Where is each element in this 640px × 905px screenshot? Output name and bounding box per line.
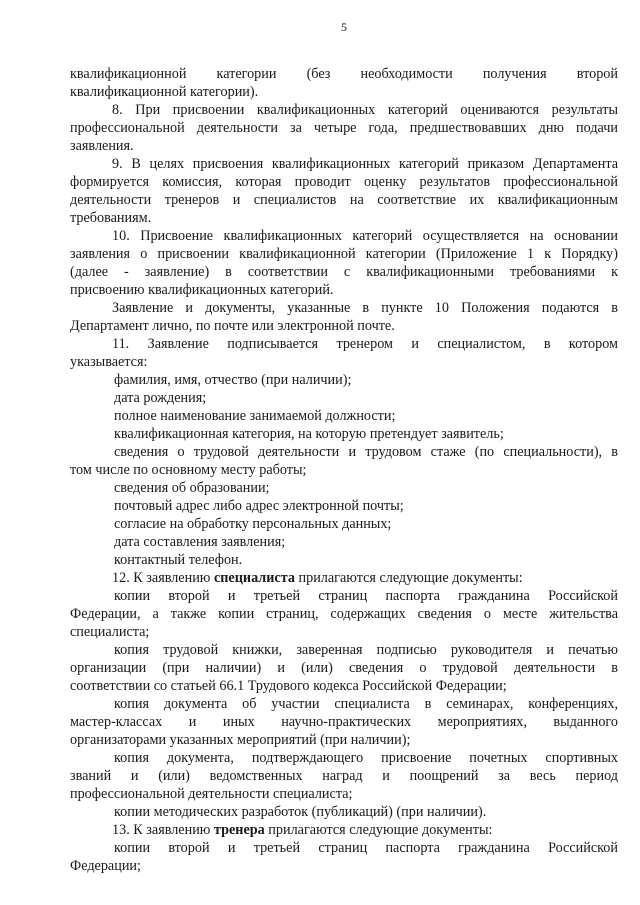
text-line: указывается: bbox=[70, 354, 148, 370]
text-line: копии второй и третьей страниц паспорта гражданина Российской bbox=[114, 840, 618, 856]
text-line: сведения об образовании; bbox=[114, 480, 270, 496]
text-line: 13. К заявлению тренера прилагаются следующие документы: bbox=[112, 822, 493, 838]
text-line: дата составления заявления; bbox=[114, 534, 286, 550]
text-line: Федерации, а также копии страниц, содержащих сведения о месте жительства bbox=[70, 606, 618, 622]
text-line: согласие на обработку персональных данных; bbox=[114, 516, 392, 532]
text-line: заявления. bbox=[70, 138, 134, 154]
text-line: контактный телефон. bbox=[114, 552, 243, 568]
text-line: сведения о трудовой деятельности и трудовом стаже (по специальности), в bbox=[114, 444, 618, 460]
text-line: (далее - заявление) в соответствии с квалификационными требованиями к bbox=[70, 264, 618, 280]
text-line: званий и (или) ведомственных наград и поощрений за весь период bbox=[70, 768, 618, 784]
text-line: заявления о присвоении квалификационной категории (Приложение 1 к Порядку) bbox=[70, 246, 618, 262]
text-line: организации (при наличии) и (или) сведения о трудовой деятельности в bbox=[70, 660, 618, 676]
text-line: дата рождения; bbox=[114, 390, 207, 406]
text-line: 11. Заявление подписывается тренером и специалистом, в котором bbox=[112, 336, 618, 352]
text-line: деятельности тренеров и специалистов на соответствие их квалификационным bbox=[70, 192, 618, 208]
text-line: 10. Присвоение квалификационных категорий осуществляется на основании bbox=[112, 228, 618, 244]
text-line: мастер-классах и иных научно-практических мероприятиях, выданного bbox=[70, 714, 618, 730]
text-line: копия документа, подтверждающего присвоение почетных спортивных bbox=[114, 750, 618, 766]
text-line: организаторами указанных мероприятий (при наличии); bbox=[70, 732, 411, 748]
text-line: профессиональной деятельности специалиста; bbox=[70, 786, 353, 802]
text-line: квалификационной категории). bbox=[70, 84, 259, 100]
text-line: копия трудовой книжки, заверенная подписью руководителя и печатью bbox=[114, 642, 618, 658]
text-line: формируется комиссия, которая проводит оценку результатов профессиональной bbox=[70, 174, 618, 190]
text-line: том числе по основному месту работы; bbox=[70, 462, 307, 478]
text-line: требованиям. bbox=[70, 210, 152, 226]
text-line: специалиста; bbox=[70, 624, 150, 640]
text-line: копии методических разработок (публикаций) (при наличии). bbox=[114, 804, 487, 820]
text-line: Заявление и документы, указанные в пункте 10 Положения подаются в bbox=[112, 300, 618, 316]
text-line: присвоению квалификационных категорий. bbox=[70, 282, 334, 298]
text-line: 8. При присвоении квалификационных категорий оцениваются результаты bbox=[112, 102, 618, 118]
text-line: полное наименование занимаемой должности; bbox=[114, 408, 396, 424]
text-line: соответствии со статьей 66.1 Трудового кодекса Российской Федерации; bbox=[70, 678, 507, 694]
document-body bbox=[70, 65, 618, 875]
text-line: профессиональной деятельности за четыре года, предшествовавших дню подачи bbox=[70, 120, 618, 136]
text-line: почтовый адрес либо адрес электронной почты; bbox=[114, 498, 404, 514]
text-line: 9. В целях присвоения квалификационных категорий приказом Департамента bbox=[112, 156, 618, 172]
page-number: 5 bbox=[341, 20, 347, 34]
text-line: квалификационная категория, на которую претендует заявитель; bbox=[114, 426, 504, 442]
text-line: Федерации; bbox=[70, 858, 141, 874]
text-line: копии второй и третьей страниц паспорта гражданина Российской bbox=[114, 588, 618, 604]
text-line: копия документа об участии специалиста в семинарах, конференциях, bbox=[114, 696, 618, 712]
text-line: Департамент лично, по почте или электронной почте. bbox=[70, 318, 395, 334]
text-line: фамилия, имя, отчество (при наличии); bbox=[114, 372, 352, 388]
text-line: квалификационной категории (без необходимости получения второй bbox=[70, 66, 618, 82]
text-line: 12. К заявлению специалиста прилагаются следующие документы: bbox=[112, 570, 523, 586]
